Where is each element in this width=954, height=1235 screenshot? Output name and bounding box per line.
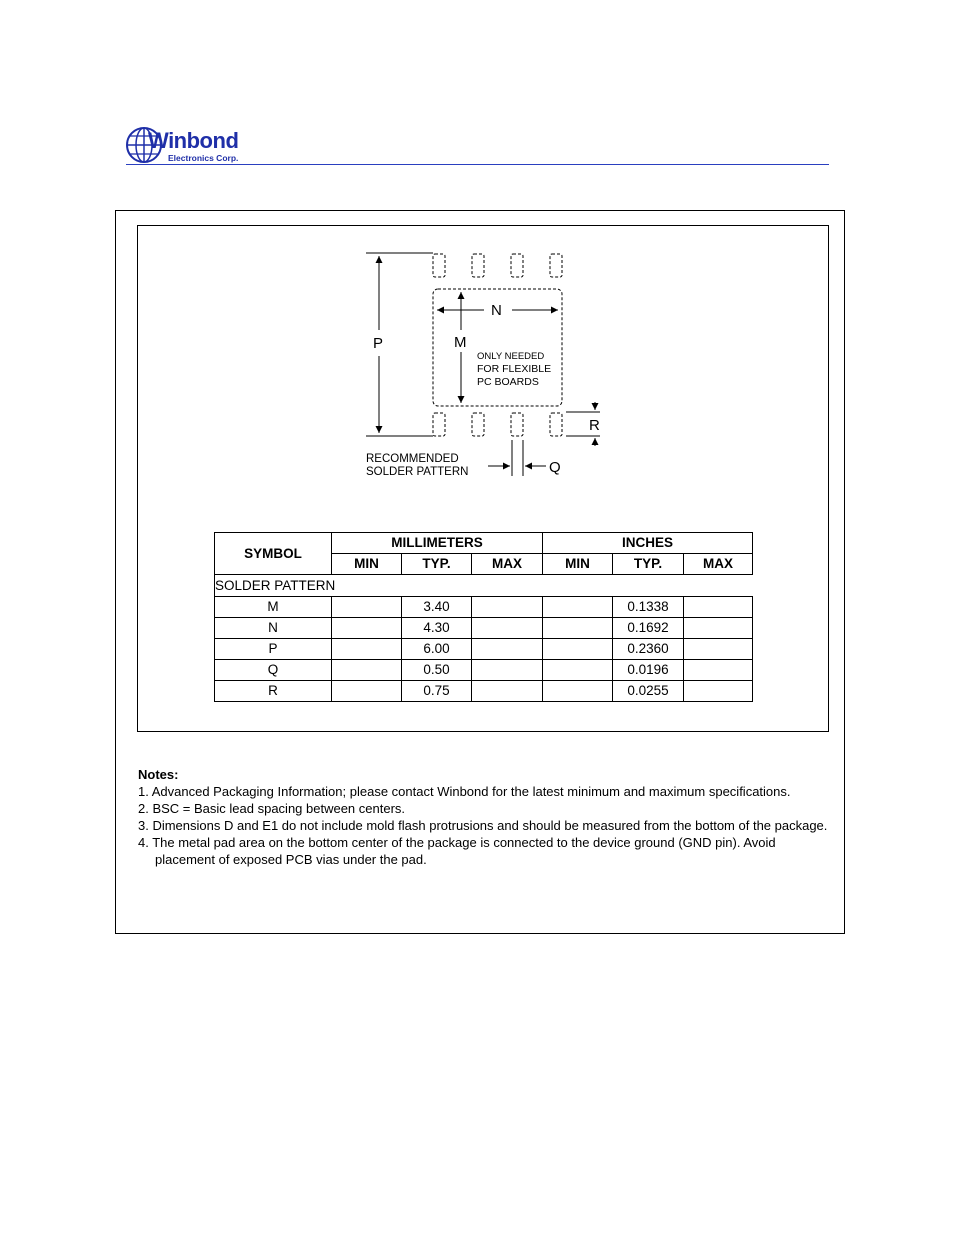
section-label: SOLDER PATTERN	[215, 577, 336, 593]
in-typ-cell: 0.1338	[613, 597, 684, 618]
in-max-cell	[684, 618, 753, 639]
mm-typ-cell: 4.30	[402, 618, 472, 639]
mm-max-cell	[472, 681, 543, 702]
in-max-cell	[684, 597, 753, 618]
in-max-cell	[684, 639, 753, 660]
caption-line-2: SOLDER PATTERN	[366, 466, 469, 478]
mm-min-header: MIN	[332, 554, 402, 575]
mm-typ-cell: 0.75	[402, 681, 472, 702]
note-item: 2. BSC = Basic lead spacing between centers.	[138, 801, 406, 816]
note-line-1: ONLY NEEDED	[477, 351, 545, 362]
logo-wordmark: Winbond	[148, 128, 239, 153]
mm-min-cell	[332, 597, 402, 618]
in-min-header: MIN	[543, 554, 613, 575]
millimeters-header: MILLIMETERS	[332, 533, 543, 554]
symbol-cell: Q	[215, 660, 332, 681]
mm-typ-cell: 6.00	[402, 639, 472, 660]
mm-max-cell	[472, 660, 543, 681]
mm-min-cell	[332, 639, 402, 660]
in-max-cell	[684, 681, 753, 702]
label-n: N	[491, 302, 502, 319]
label-m: M	[454, 334, 467, 351]
in-min-cell	[543, 660, 613, 681]
mm-min-cell	[332, 681, 402, 702]
symbol-cell: M	[215, 597, 332, 618]
symbol-cell: N	[215, 618, 332, 639]
notes-list	[138, 783, 828, 868]
notes-section	[138, 766, 828, 868]
in-min-cell	[543, 597, 613, 618]
table-row	[215, 618, 753, 639]
mm-max-cell	[472, 618, 543, 639]
in-min-cell	[543, 681, 613, 702]
in-typ-cell: 0.1692	[613, 618, 684, 639]
mm-max-header: MAX	[472, 554, 543, 575]
table-header-row	[215, 533, 753, 554]
caption-line-1: RECOMMENDED	[366, 453, 459, 465]
in-typ-cell: 0.2360	[613, 639, 684, 660]
in-typ-cell: 0.0255	[613, 681, 684, 702]
table-row	[215, 681, 753, 702]
logo-subtitle: Electronics Corp.	[168, 153, 239, 163]
solder-pattern-table	[214, 532, 753, 702]
header-rule	[126, 164, 829, 165]
in-typ-cell: 0.0196	[613, 660, 684, 681]
table-row	[215, 597, 753, 618]
mm-max-cell	[472, 597, 543, 618]
symbol-cell: P	[215, 639, 332, 660]
mm-typ-cell: 0.50	[402, 660, 472, 681]
label-q: Q	[549, 459, 561, 476]
in-typ-header: TYP.	[613, 554, 684, 575]
mm-min-cell	[332, 618, 402, 639]
note-line-3: PC BOARDS	[477, 376, 539, 388]
section-row	[215, 575, 753, 597]
mm-max-cell	[472, 639, 543, 660]
table-row	[215, 639, 753, 660]
table-row	[215, 660, 753, 681]
mm-typ-cell: 3.40	[402, 597, 472, 618]
note-item: 4. The metal pad area on the bottom center of the package is connected to the device ground (GND pin). Avoid placement of exposed PCB vias under the pad.	[138, 835, 776, 867]
notes-title: Notes:	[138, 767, 179, 782]
mm-min-cell	[332, 660, 402, 681]
note-item: 1. Advanced Packaging Information; please contact Winbond for the latest minimum and maximum specifications.	[138, 784, 791, 799]
in-min-cell	[543, 618, 613, 639]
in-max-cell	[684, 660, 753, 681]
label-p: P	[373, 335, 384, 352]
label-r: R	[589, 417, 600, 434]
in-min-cell	[543, 639, 613, 660]
symbol-cell: R	[215, 681, 332, 702]
symbol-header: SYMBOL	[215, 533, 332, 575]
note-line-2: FOR FLEXIBLE	[477, 363, 552, 375]
note-item: 3. Dimensions D and E1 do not include mold flash protrusions and should be measured from the bottom of the package.	[138, 818, 828, 833]
mm-typ-header: TYP.	[402, 554, 472, 575]
in-max-header: MAX	[684, 554, 753, 575]
inches-header: INCHES	[543, 533, 753, 554]
